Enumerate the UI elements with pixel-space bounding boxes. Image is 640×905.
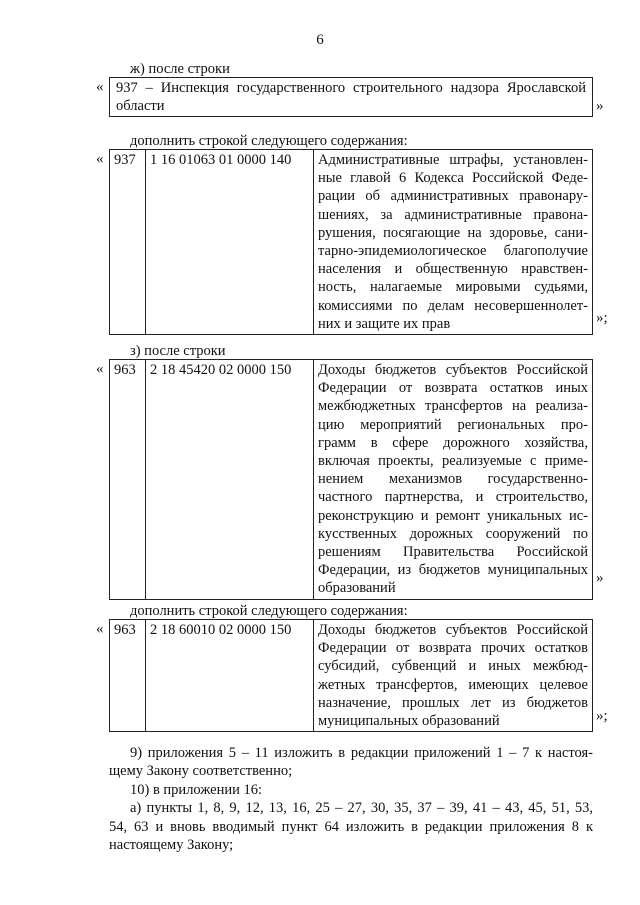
table-row: [110, 78, 593, 117]
kbk-cell: 2 18 60010 02 0000 150: [146, 620, 314, 732]
paragraph-a-line2: 54, 63 и вновь вводимый пункт 64 изложить в редакции приложения 8 к: [109, 819, 593, 835]
description-cell: [314, 360, 593, 600]
description-line: межбюджетных трансфертов на реализа-: [318, 398, 588, 415]
table-row: [110, 620, 593, 732]
zh-row-line1: 937 – Инспекция государственного строительного надзора Ярославской: [116, 80, 586, 96]
close-quote: »: [596, 570, 604, 586]
table-row: [110, 360, 593, 600]
open-quote: «: [96, 621, 104, 637]
open-quote: «: [96, 151, 104, 167]
description-line: тарно-эпидемиологическое благополучие: [318, 243, 588, 260]
description-line: Доходы бюджетов субъектов Российской: [318, 622, 588, 638]
description-line: Федерации, из бюджетов муниципальных: [318, 562, 588, 579]
supplement1-table: [109, 149, 593, 335]
admin-code-cell: 963: [110, 620, 146, 732]
description-cell: [314, 150, 593, 335]
supplement2-label: дополнить строкой следующего содержания:: [130, 603, 408, 619]
description-line: ные главой 6 Кодекса Российской Феде-: [318, 170, 588, 187]
paragraph-9-line2: щему Закону соответственно;: [109, 763, 293, 779]
description-line: муниципальных образований: [318, 713, 500, 730]
description-line: кусственных дорожных сооружений по: [318, 525, 588, 542]
paragraph-10: 10) в приложении 16:: [130, 782, 263, 798]
description-line: населения и общественную нравствен-: [318, 261, 588, 278]
description-line: субсидий, субвенций и иных межбюд-: [318, 658, 588, 675]
close-quote: »: [596, 98, 604, 114]
paragraph-a-line1: а) пункты 1, 8, 9, 12, 13, 16, 25 – 27, 30, 35, 37 – 39, 41 – 43, 45, 51, 53,: [130, 800, 593, 816]
description-line: реконструкцию и ремонт уникальных ис-: [318, 507, 588, 524]
description-line: цию мероприятий региональных про-: [318, 416, 588, 433]
section-z-label: з) после строки: [130, 343, 226, 359]
admin-code-cell: 963: [110, 360, 146, 600]
description-line: Административные штрафы, установлен-: [318, 152, 588, 168]
paragraph-a-line3: настоящему Закону;: [109, 837, 234, 853]
description-line: Доходы бюджетов субъектов Российской: [318, 362, 588, 378]
table-row: [110, 150, 593, 335]
description-line: них и защите их прав: [318, 315, 451, 332]
description-line: шениях, за административные правона-: [318, 206, 588, 223]
description-line: нением механизмов государственно-: [318, 471, 588, 488]
supplement2-table: [109, 619, 593, 732]
kbk-cell: 1 16 01063 01 0000 140: [146, 150, 314, 335]
description-line: жетных трансфертов, имеющих целевое: [318, 676, 588, 693]
description-line: грамм в сфере дорожного хозяйства,: [318, 434, 588, 451]
admin-code-cell: 937: [110, 150, 146, 335]
z-table: [109, 359, 593, 600]
description-line: Федерации от возврата остатков иных: [318, 380, 588, 397]
description-line: Федерации от возврата прочих остатков: [318, 640, 588, 657]
description-line: включая проекты, реализуемые с приме-: [318, 453, 588, 470]
open-quote: «: [96, 79, 104, 95]
description-line: образований: [318, 580, 396, 597]
section-zh-label: ж) после строки: [130, 61, 230, 77]
description-line: решениям Правительства Российской: [318, 544, 588, 561]
zh-table: [109, 77, 593, 117]
description-line: назначение, прошлых лет из бюджетов: [318, 694, 588, 711]
description-line: рушения, посягающие на здоровье, сани-: [318, 224, 588, 241]
kbk-cell: 2 18 45420 02 0000 150: [146, 360, 314, 600]
open-quote: «: [96, 361, 104, 377]
description-line: частного партнерства, и строительство,: [318, 489, 588, 506]
description-line: рации об административных правонару-: [318, 188, 588, 205]
supplement1-label: дополнить строкой следующего содержания:: [130, 133, 408, 149]
close-quote: »;: [596, 708, 608, 724]
zh-row-line2: области: [116, 98, 165, 114]
page-number: 6: [316, 32, 324, 48]
paragraph-9-line1: 9) приложения 5 – 11 изложить в редакции приложений 1 – 7 к настоя-: [130, 745, 593, 761]
close-quote: »;: [596, 310, 608, 326]
description-line: ность, налагаемые мировыми судьями,: [318, 279, 588, 296]
description-cell: [314, 620, 593, 732]
description-line: комиссиями по делам несовершеннолет-: [318, 297, 588, 314]
